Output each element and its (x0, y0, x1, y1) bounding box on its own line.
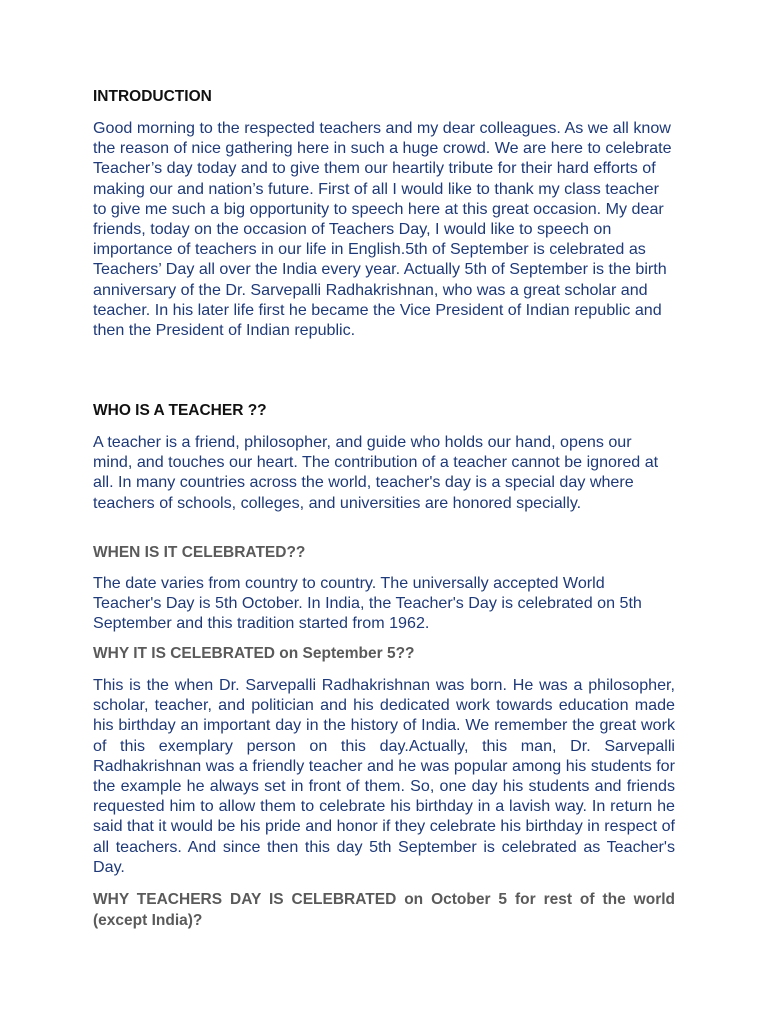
introduction-heading: INTRODUCTION (93, 88, 212, 105)
why-october-heading: WHY TEACHERS DAY IS CELEBRATED on October 5 for rest of the world (except India)? (93, 891, 675, 929)
who-is-teacher-heading: WHO IS A TEACHER ?? (93, 402, 267, 419)
why-september-paragraph: This is the when Dr. Sarvepalli Radhakrishnan was born. He was a philosopher, scholar, teacher, and politician and his dedicated work towards education made his birthday an important day in the history of India. We remember the great work of this exemplary person on this day.Actually, this man, Dr. Sarvepalli Radhakrishnan was a friendly teacher and he was popular among his students for the example he always set in front of them. So, one day his students and friends requested him to allow them to celebrate his birthday in a lavish way. In return he said that it would be his pride and honor if they celebrate his birthday in respect of all teachers. And since then this day 5th September is celebrated as Teacher's Day. (93, 676, 675, 876)
when-celebrated-heading: WHEN IS IT CELEBRATED?? (93, 544, 306, 561)
introduction-paragraph: Good morning to the respected teachers and my dear colleagues. As we all know the reason of nice gathering here in such a huge crowd. We are here to celebrate Teacher’s day today and to give them our heartily tribute for their hard efforts of making our and nation’s future. First of all I would like to thank my class teacher to give me such a big opportunity to speech here at this great occasion. My dear friends, today on the occasion of Teachers Day, I would like to speech on importance of teachers in our life in English.5th of September is celebrated as Teachers’ Day all over the India every year. Actually 5th of September is the birth anniversary of the Dr. Sarvepalli Radhakrishnan, who was a great scholar and teacher. In his later life first he became the Vice President of Indian republic and then the President of Indian republic. (93, 119, 672, 340)
why-september-heading: WHY IT IS CELEBRATED on September 5?? (93, 645, 415, 662)
when-celebrated-paragraph: The date varies from country to country. The universally accepted World Teacher's Day is 5th October. In India, the Teacher's Day is celebrated on 5th September and this tradition started from 1962. (93, 574, 642, 633)
who-is-teacher-paragraph: A teacher is a friend, philosopher, and guide who holds our hand, opens our mind, and touches our heart. The contribution of a teacher cannot be ignored at all. In many countries across the world, teacher's day is a special day where teachers of schools, colleges, and universities are honored specially. (93, 433, 659, 512)
